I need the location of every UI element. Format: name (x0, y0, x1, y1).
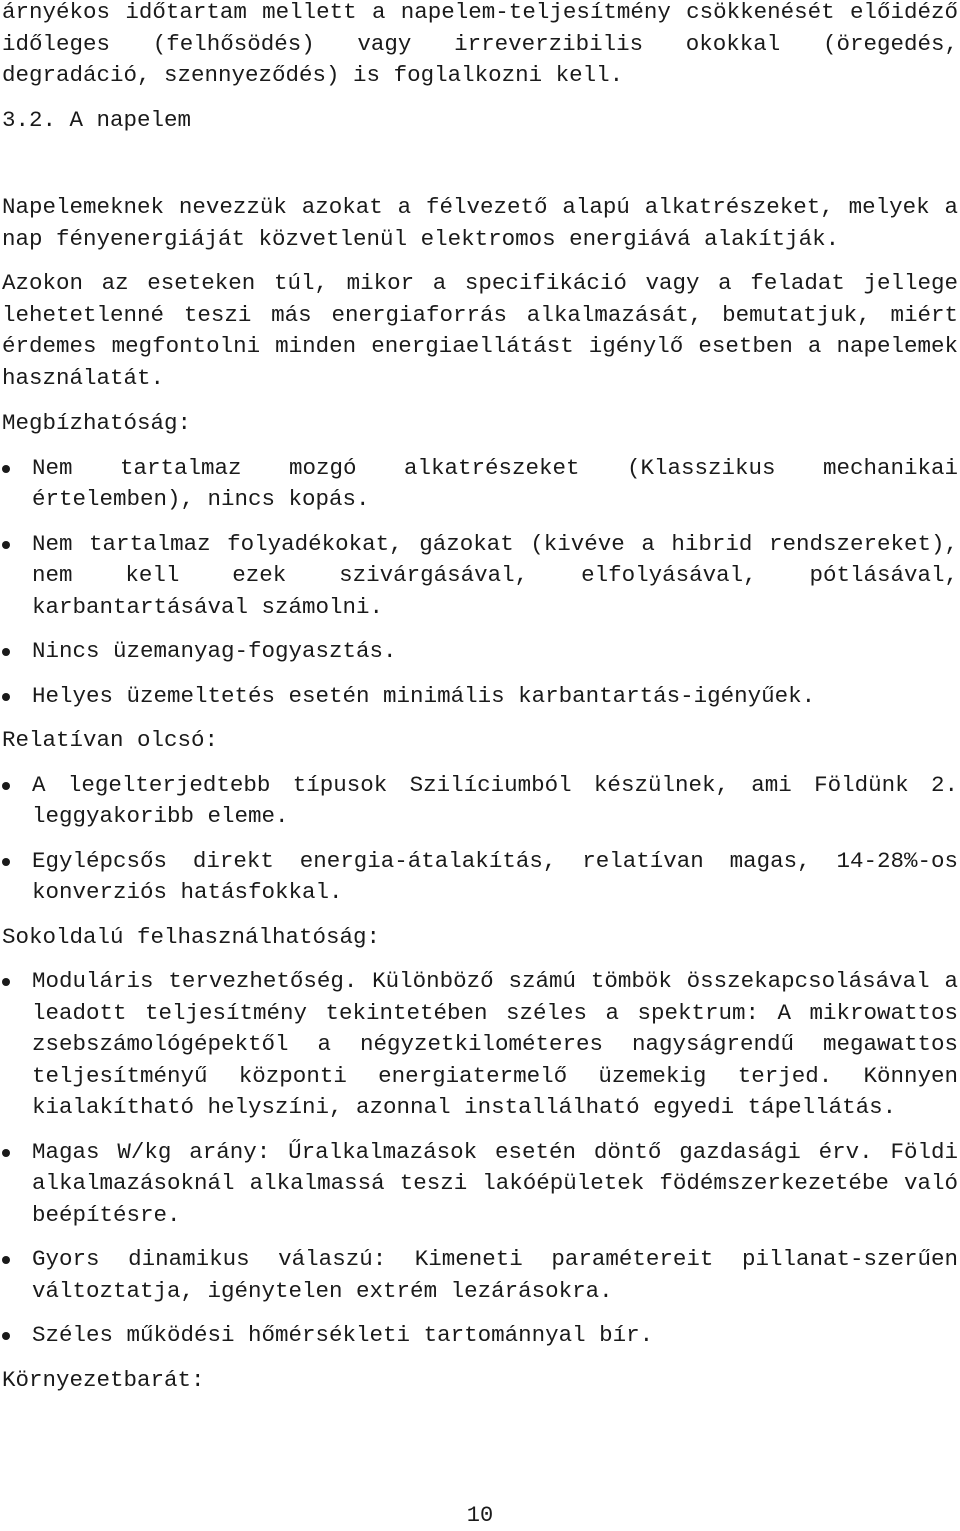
section-eco (2, 1365, 958, 1397)
bullet-icon (2, 782, 10, 790)
bullet-icon (2, 1256, 10, 1264)
list-item: Moduláris tervezhetőség. Különböző számú tömbök összekapcsolásával a leadott teljesítmény tekintetében széles a spektrum: A mikrowattos zsebszámológépektől a négyzetkilométeres nagyságrendű megawattos teljesítményű központi energiatermelő üzemekig terjed. Könnyen kialakítható helyszíni, azonnal installálható egyedi tápellátás. (2, 966, 958, 1124)
list-item: Gyors dinamikus válaszú: Kimeneti paramétereit pillanat-szerűen változtatja, igénytelen extrém lezárásokra. (2, 1244, 958, 1307)
list-item: Egylépcsős direkt energia-átalakítás, relatívan magas, 14-28%-os konverziós hatásfokkal. (2, 846, 958, 909)
list-item: Nem tartalmaz mozgó alkatrészeket (Klasszikus mechanikai értelemben), nincs kopás. (2, 453, 958, 516)
bullet-icon (2, 1149, 10, 1157)
section-heading: Megbízhatóság: (2, 410, 192, 436)
section-heading: Relatívan olcsó: (2, 727, 219, 753)
list-item: A legelterjedtebb típusok Szilíciumból készülnek, ami Földünk 2. leggyakoribb eleme. (2, 770, 958, 833)
page-number: 10 (466, 1503, 494, 1528)
bullet-list (2, 966, 958, 1352)
definition-paragraph: Napelemeknek nevezzük azokat a félvezető alapú alkatrészeket, melyek a nap fényenergiáját közvetlenül elektromos energiává alakítják. (2, 194, 958, 252)
bullet-icon (2, 858, 10, 866)
bullet-icon (2, 465, 10, 473)
list-item: Helyes üzemeltetés esetén minimális karbantartás-igényűek. (2, 681, 958, 713)
motivation-paragraph: Azokon az eseteken túl, mikor a specifikáció vagy a feladat jellege lehetetlenné teszi más energiaforrás alkalmazását, bemutatjuk, miért érdemes megfontolni minden energiaellátást igénylő esetben a napelemek használatát. (2, 270, 958, 391)
section-cheap (2, 725, 958, 909)
section-reliability (2, 408, 958, 712)
list-item: Nem tartalmaz folyadékokat, gázokat (kivéve a hibrid rendszereket), nem kell ezek szivárgásával, elfolyásával, pótlásával, karbantartásával számolni. (2, 529, 958, 624)
bullet-icon (2, 693, 10, 701)
bullet-icon (2, 541, 10, 549)
list-item: Széles működési hőmérsékleti tartománnyal bír. (2, 1320, 958, 1352)
document-page (2, 0, 958, 1409)
section-heading: Sokoldalú felhasználhatóság: (2, 923, 381, 950)
bullet-list (2, 453, 958, 713)
bullet-list (2, 770, 958, 909)
section-title: 3.2. A napelem (2, 106, 192, 133)
section-versatile (2, 922, 958, 1352)
bullet-icon (2, 1332, 10, 1340)
bullet-icon (2, 978, 10, 986)
section-heading: Környezetbarát: (2, 1366, 205, 1393)
list-item: Magas W/kg arány: Űralkalmazások esetén döntő gazdasági érv. Földi alkalmazásoknál alkalmassá teszi lakóépületek födémszerkezetébe való beépítésre. (2, 1137, 958, 1232)
list-item: Nincs üzemanyag-fogyasztás. (2, 636, 958, 668)
bullet-icon (2, 648, 10, 656)
intro-paragraph: árnyékos időtartam mellett a napelem-teljesítmény csökkenését előidéző időleges (felhősödés) vagy irreverzibilis okokkal (öregedés, degradáció, szennyeződés) is foglalkozni kell. (2, 0, 958, 88)
